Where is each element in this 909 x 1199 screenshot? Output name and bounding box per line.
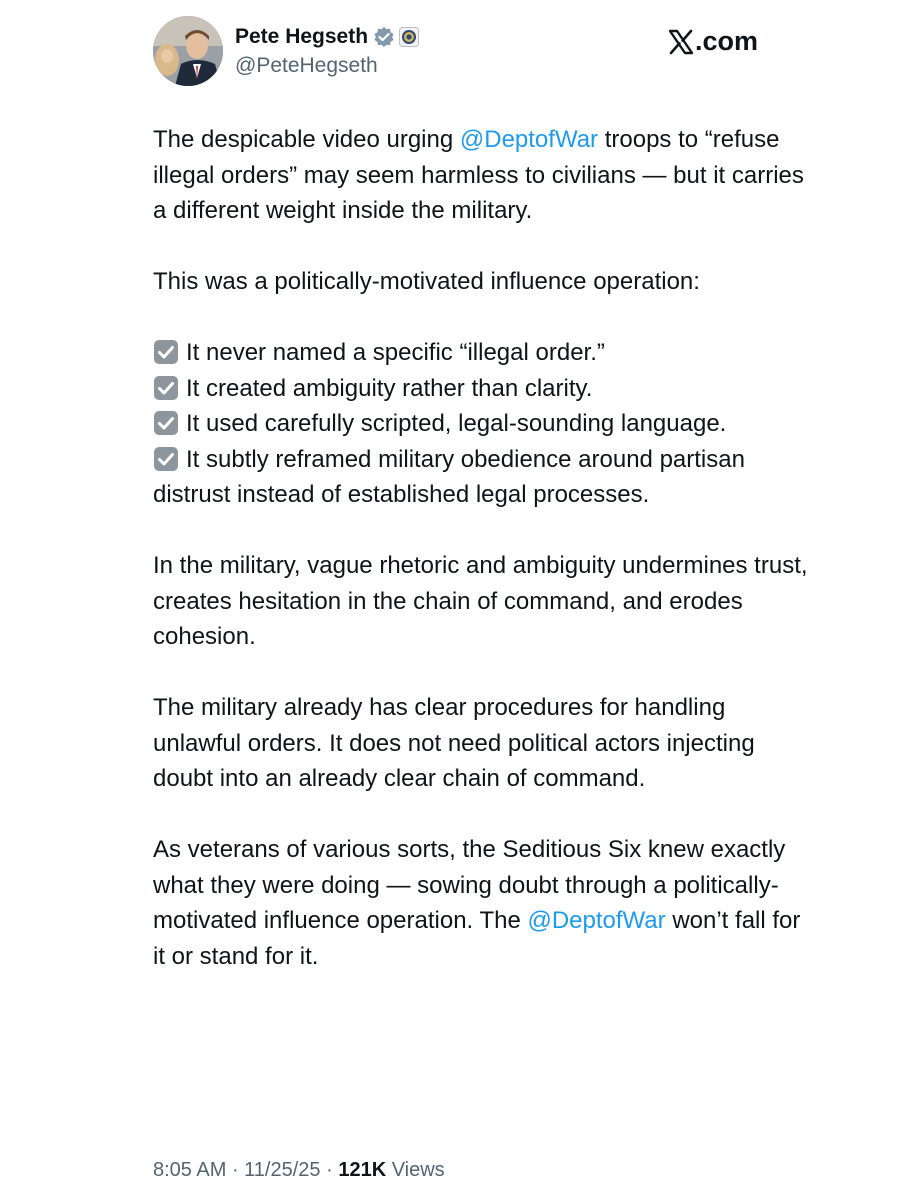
views-label: Views <box>386 1159 445 1181</box>
dept-seal-icon[interactable] <box>399 27 419 47</box>
paragraph-2: This was a politically-motivated influence operation: <box>153 268 700 295</box>
tweet-date[interactable]: 11/25/25 <box>244 1159 321 1181</box>
checklist-item-text: It never named a specific “illegal order.” <box>186 339 605 366</box>
check-box-icon <box>153 410 179 436</box>
brand-mark <box>668 26 758 57</box>
paragraph-5 <box>153 832 813 974</box>
paragraph-5-end: won’t fall for it or stand for it. <box>153 907 801 970</box>
verified-badge-icon[interactable] <box>373 26 395 48</box>
check-box-icon <box>153 375 179 401</box>
handle[interactable]: @PeteHegseth <box>235 54 378 77</box>
display-name[interactable]: Pete Hegseth <box>235 25 369 48</box>
paragraph-5-start: As veterans of various sorts, the Seditious Six knew exactly what they were doing — sowing doubt through a politically-motivated influence operation. The <box>153 836 786 934</box>
checklist-item-text: It subtly reframed military obedience around partisan distrust instead of established legal processes. <box>153 445 745 508</box>
checklist-item-text: It created ambiguity rather than clarity. <box>186 374 593 402</box>
paragraph-1 <box>153 122 813 229</box>
views-count: 121K <box>338 1159 387 1181</box>
check-box-icon <box>153 339 179 365</box>
paragraph-3: In the military, vague rhetoric and ambiguity undermines trust, creates hesitation in the chain of command, and erodes cohesion. <box>153 552 808 650</box>
avatar[interactable] <box>153 16 223 86</box>
x-logo-icon <box>668 29 694 55</box>
paragraph-1-start: The despicable video urging <box>153 126 460 153</box>
meta-separator: · <box>320 1159 339 1181</box>
checklist-item-text: It used carefully scripted, legal-sounding language. <box>186 410 727 437</box>
checklist-item <box>153 406 813 442</box>
mention-link[interactable]: @DeptofWar <box>527 907 666 934</box>
tweet-meta <box>153 1159 445 1182</box>
tweet-time[interactable]: 8:05 AM <box>153 1159 227 1181</box>
brand-label: .com <box>694 26 758 56</box>
paragraph-1-end: troops to “refuse illegal orders” may seem harmless to civilians — but it carries a different weight inside the military. <box>153 126 804 224</box>
checklist-item <box>153 335 813 371</box>
mention-link[interactable]: @DeptofWar <box>459 126 599 153</box>
checklist-item <box>153 371 813 407</box>
tweet-text <box>153 122 813 1010</box>
check-box-icon <box>153 446 179 472</box>
author-block <box>235 22 419 78</box>
tweet-header <box>153 16 758 88</box>
checklist <box>153 335 813 513</box>
checklist-item <box>153 442 813 513</box>
meta-separator: · <box>226 1159 245 1181</box>
name-row <box>235 22 419 52</box>
paragraph-4: The military already has clear procedures for handling unlawful orders. It does not need political actors injecting doubt into an already clear chain of command. <box>153 694 755 792</box>
